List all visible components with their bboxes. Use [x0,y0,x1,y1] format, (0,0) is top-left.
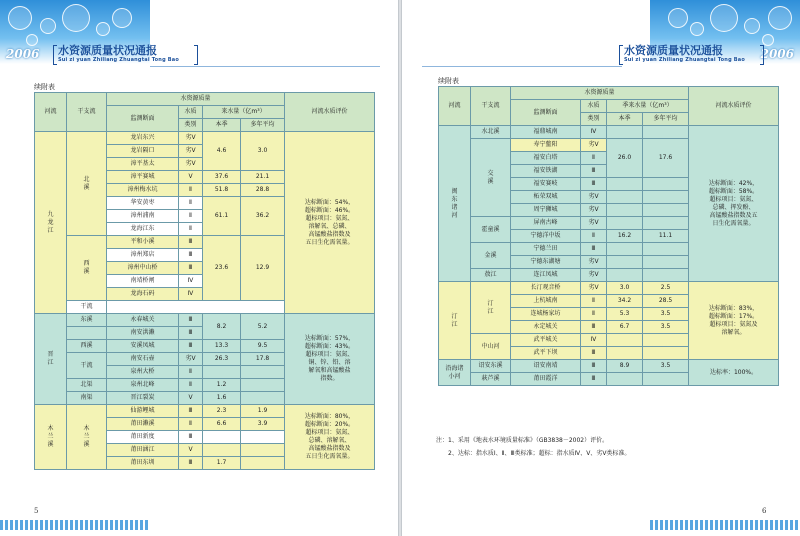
quality-class: Ⅲ [179,340,203,353]
section-name: 漳州浦南 [107,210,179,223]
water-quality-table-right [438,86,779,386]
quality-class: 劣Ⅴ [581,191,607,204]
section-name: 漳平基太 [107,158,179,171]
col-header-water-volume: 来水量（亿m³） [203,106,285,119]
annual-volume: 3.5 [643,321,689,334]
river-evaluation: 达标断面：83%， 超标断面：17%。 超标项目：氨氮及 溶解氧。 [689,282,779,360]
quality-class: Ⅲ [179,249,203,262]
section-name: 莆田新度 [107,431,179,444]
col-header-evaluation: 河流水质评价 [689,87,779,126]
quality-class: 劣Ⅴ [179,158,203,171]
section-name: 南安洪濑 [107,327,179,340]
branch-name: 霍童溪 [471,217,511,243]
annual-volume: 17.6 [643,139,689,178]
annual-volume: 36.2 [241,197,285,236]
section-name: 永定城关 [511,321,581,334]
quality-class: 劣Ⅴ [581,256,607,269]
col-header-season: 本季 [203,119,241,132]
season-volume: 5.3 [607,308,643,321]
section-name: 莆田霞洋 [511,373,581,386]
season-volume: 26.0 [607,139,643,178]
quality-class: Ⅲ [581,178,607,191]
quality-class: 劣Ⅴ [179,145,203,158]
footer-decoration [0,520,150,530]
col-header-annual-avg: 多年平均 [643,113,689,126]
season-volume: 6.6 [203,418,241,431]
quality-class: Ⅱ [581,152,607,165]
quality-class: Ⅱ [179,184,203,197]
col-header-annual-avg: 多年平均 [241,119,285,132]
year-label: 2006 [760,47,794,61]
section-name: 屏南古峰 [511,217,581,230]
col-header-evaluation: 河流水质评价 [285,93,375,132]
annual-volume [643,204,689,217]
season-volume [203,366,241,379]
quality-class: Ⅱ [581,295,607,308]
section-name: 宁德东湖塘 [511,256,581,269]
quality-class: Ⅲ [179,236,203,249]
section-name: 上杭城南 [511,295,581,308]
section-name: 泉州北峰 [107,379,179,392]
section-name: 泉州大桥 [107,366,179,379]
section-name: 武平城关 [511,334,581,347]
annual-volume: 3.9 [241,418,285,431]
annual-volume [241,431,285,444]
section-name: 诏安南靖 [511,360,581,373]
branch-name: 干流 [67,353,107,379]
annual-volume [241,392,285,405]
annual-volume [643,347,689,360]
river-evaluation: 达标断面：42%， 超标断面：58%。 超标项目：氨氮、 总磷、挥发酚、 高锰酸盐指数及五 日生化需氧量。 [689,126,779,282]
river-evaluation: 达标断面：54%， 超标断面：46%。 超标项目：氨氮、 溶解氧、总磷、 高锰酸盐指数及 五日生化需氧量。 [285,132,375,314]
quality-class: Ⅱ [179,379,203,392]
branch-name: 交 溪 [471,139,511,217]
bulletin-subtitle: Sui zi yuan Zhiliang Zhuangtai Tong Bao [58,57,180,63]
branch-name: 金溪 [471,243,511,269]
season-volume: 1.2 [203,379,241,392]
season-volume: 8.2 [203,314,241,340]
river-evaluation: 达标断面：57%， 超标断面：43%。 超标项目：氨氮、 铜、锌、铅、溶 解氧和高锰酸盐 指数。 [285,314,375,405]
section-name: 仙游鲤城 [107,405,179,418]
note-1: 注：1、采用《地表水环境质量标准》（GB3838－2002）评价。 [436,437,609,444]
branch-name: 西溪 [67,340,107,353]
branch-name: 北渠 [67,379,107,392]
river-evaluation: 达标率：100%。 [689,360,779,386]
season-volume: 23.6 [203,236,241,301]
season-volume: 61.1 [203,197,241,236]
quality-class: Ⅳ [179,288,203,301]
section-name: 漳州中山桥 [107,262,179,275]
season-volume [203,444,241,457]
quality-class: Ⅲ [581,165,607,178]
season-volume: 16.2 [607,230,643,243]
branch-name: 木 兰 溪 [67,405,107,470]
section-name: 福鼎城南 [511,126,581,139]
section-name: 柘荣双城 [511,191,581,204]
season-volume [607,204,643,217]
branch-name: 汀 江 [471,282,511,334]
quality-class: 劣Ⅴ [581,269,607,282]
quality-class: Ⅱ [179,197,203,210]
annual-volume [241,457,285,470]
annual-volume [241,366,285,379]
header-divider [422,66,622,67]
annual-volume: 1.9 [241,405,285,418]
quality-class: Ⅱ [179,223,203,236]
quality-class: Ⅲ [179,327,203,340]
quality-class: Ⅲ [179,262,203,275]
col-header-quality-group: 水资源质量 [511,87,689,100]
river-name: 九 龙 江 [35,132,67,314]
col-header-quality-class: 类别 [179,119,203,132]
section-name: 龙岩隔口 [107,145,179,158]
branch-name: 南渠 [67,392,107,405]
quality-class: Ⅲ [581,321,607,334]
season-volume [607,243,643,256]
section-name: 连城杨家坊 [511,308,581,321]
branch-name: 水北溪 [471,126,511,139]
quality-class: Ⅱ [581,230,607,243]
page-header [402,0,800,64]
annual-volume [241,444,285,457]
quality-class: Ⅳ [581,126,607,139]
note-2: 2、达标：指水质Ⅰ、Ⅱ、Ⅲ类标准；超标：指水质Ⅳ、Ⅴ、劣Ⅴ类标准。 [448,450,631,457]
col-header-branch: 干支流 [67,93,107,132]
quality-class: Ⅲ [581,360,607,373]
season-volume [607,126,643,139]
section-name: 武平下坝 [511,347,581,360]
page-number: 5 [34,507,39,515]
col-header-quality: 水质 [581,100,607,113]
season-volume: 6.7 [607,321,643,334]
season-volume [607,217,643,230]
bulletin-title: 水资源质量状况通报 [58,44,157,57]
branch-name [67,327,107,340]
season-volume: 3.0 [607,282,643,295]
col-header-quality-group: 水资源质量 [107,93,285,106]
annual-volume: 12.9 [241,236,285,301]
section-name: 福安赛岐 [511,178,581,191]
bulletin-logo [624,45,762,65]
quality-class: Ⅲ [179,405,203,418]
river-name: 木 兰 溪 [35,405,67,470]
section-name: 晋江裂炭 [107,392,179,405]
branch-name: 诏安东溪 [471,360,511,373]
water-quality-table-left [34,92,375,470]
annual-volume: 3.0 [241,132,285,171]
quality-class: Ⅲ [179,457,203,470]
branch-name: 中山河 [471,334,511,360]
river-evaluation: 达标断面：80%， 超标断面：20%。 超标项目：氨氮、 总磷、溶解氧、 高锰酸盐指数及 五日生化需氧量。 [285,405,375,470]
season-volume [607,269,643,282]
bulletin-title: 水资源质量状况通报 [624,44,723,57]
quality-class: 劣Ⅴ [581,282,607,295]
col-header-river: 河流 [439,87,471,126]
section-name: 福安铁湖 [511,165,581,178]
section-name: 福安白塔 [511,152,581,165]
header-divider [150,66,380,67]
quality-class: Ⅲ [179,431,203,444]
season-volume [607,347,643,360]
col-header-season: 本季 [607,113,643,126]
branch-name: 西 溪 [67,236,107,301]
section-name: 莆田濑溪 [107,418,179,431]
bulletin-logo [58,45,196,65]
quality-class: Ⅲ [581,243,607,256]
col-header-branch: 干支流 [471,87,511,126]
section-name: 龙海石码 [107,288,179,301]
left-page [0,0,398,536]
quality-class: Ⅲ [581,347,607,360]
section-name: 长汀观音桥 [511,282,581,295]
quality-class: Ⅲ [179,314,203,327]
annual-volume [643,126,689,139]
season-volume [607,178,643,191]
season-volume: 1.6 [203,392,241,405]
season-volume: 26.3 [203,353,241,366]
quality-class: 劣Ⅴ [581,204,607,217]
season-volume: 37.6 [203,171,241,184]
annual-volume: 28.8 [241,184,285,197]
col-header-quality: 水质 [179,106,203,119]
season-volume: 1.7 [203,457,241,470]
bulletin-subtitle: Sui zi yuan Zhiliang Zhuangtai Tong Bao [624,57,746,63]
annual-volume [643,217,689,230]
quality-class: Ⅲ [581,373,607,386]
season-volume: 51.8 [203,184,241,197]
annual-volume [643,256,689,269]
annual-volume [643,373,689,386]
quality-class: Ⅴ [179,171,203,184]
section-name: 连江凤城 [511,269,581,282]
section-name: 永春城关 [107,314,179,327]
quality-class: Ⅴ [179,392,203,405]
quality-class: Ⅳ [581,334,607,347]
river-name: 沿海诸 小河 [439,360,471,386]
quality-class: Ⅳ [179,275,203,288]
section-name: 漳州梅水坑 [107,184,179,197]
annual-volume: 11.1 [643,230,689,243]
right-page [402,0,800,536]
col-header-section: 监测断面 [511,100,581,126]
section-name: 龙岩东兴 [107,132,179,145]
year-label: 2006 [6,47,40,61]
annual-volume [643,243,689,256]
footer-decoration [650,520,800,530]
river-name: 晋 江 [35,314,67,405]
col-header-quality-class: 类别 [581,113,607,126]
branch-name: 北 溪 [67,132,107,236]
season-volume [607,334,643,347]
section-name: 龙海江东 [107,223,179,236]
annual-volume: 3.5 [643,308,689,321]
branch-name: 敖江 [471,269,511,282]
table-notes [436,434,776,460]
quality-class: Ⅱ [179,210,203,223]
page-number: 6 [762,507,767,515]
branch-name: 东溪 [67,314,107,327]
quality-class: 劣Ⅴ [179,132,203,145]
annual-volume [643,191,689,204]
quality-class: Ⅱ [581,308,607,321]
section-name: 华安黄枣 [107,197,179,210]
section-name: 南靖桥闸 [107,275,179,288]
annual-volume [643,334,689,347]
section-name: 莆田涵江 [107,444,179,457]
quality-class: 劣Ⅴ [581,139,607,152]
annual-volume: 5.2 [241,314,285,340]
season-volume: 8.9 [607,360,643,373]
quality-class: Ⅱ [179,366,203,379]
section-name: 漳州郑店 [107,249,179,262]
quality-class: 劣Ⅴ [581,217,607,230]
col-header-river: 河流 [35,93,67,132]
col-header-section: 监测断面 [107,106,179,132]
page-header [0,0,398,64]
quality-class: 劣Ⅴ [179,353,203,366]
section-name: 莆田东圳 [107,457,179,470]
annual-volume: 9.5 [241,340,285,353]
annual-volume: 17.8 [241,353,285,366]
season-volume [203,431,241,444]
river-name: 汀 江 [439,282,471,360]
season-volume [607,256,643,269]
season-volume: 2.3 [203,405,241,418]
branch-name: 萩芦溪 [471,373,511,386]
annual-volume: 21.1 [241,171,285,184]
col-header-water-volume: 季来水量（亿m³） [607,100,689,113]
section-name: 南安石壶 [107,353,179,366]
annual-volume [241,379,285,392]
continued-label: 续附表 [34,83,55,91]
annual-volume: 2.5 [643,282,689,295]
section-name: 宁德洋中坂 [511,230,581,243]
season-volume: 34.2 [607,295,643,308]
section-name: 周宁狮城 [511,204,581,217]
season-volume: 4.6 [203,132,241,171]
quality-class: Ⅴ [179,444,203,457]
continued-label: 续附表 [438,77,459,85]
annual-volume: 28.5 [643,295,689,308]
annual-volume [643,269,689,282]
season-volume [607,191,643,204]
annual-volume: 3.5 [643,360,689,373]
section-name: 寿宁鳌阳 [511,139,581,152]
section-name: 漳平赛城 [107,171,179,184]
season-volume [607,373,643,386]
section-name: 安溪凤城 [107,340,179,353]
section-name: 宁德兰田 [511,243,581,256]
branch-name: 干流 [67,301,107,314]
season-volume: 13.3 [203,340,241,353]
river-name: 闽 东 诸 河 [439,126,471,282]
section-name: 平和小溪 [107,236,179,249]
quality-class: Ⅱ [179,418,203,431]
annual-volume [643,178,689,191]
